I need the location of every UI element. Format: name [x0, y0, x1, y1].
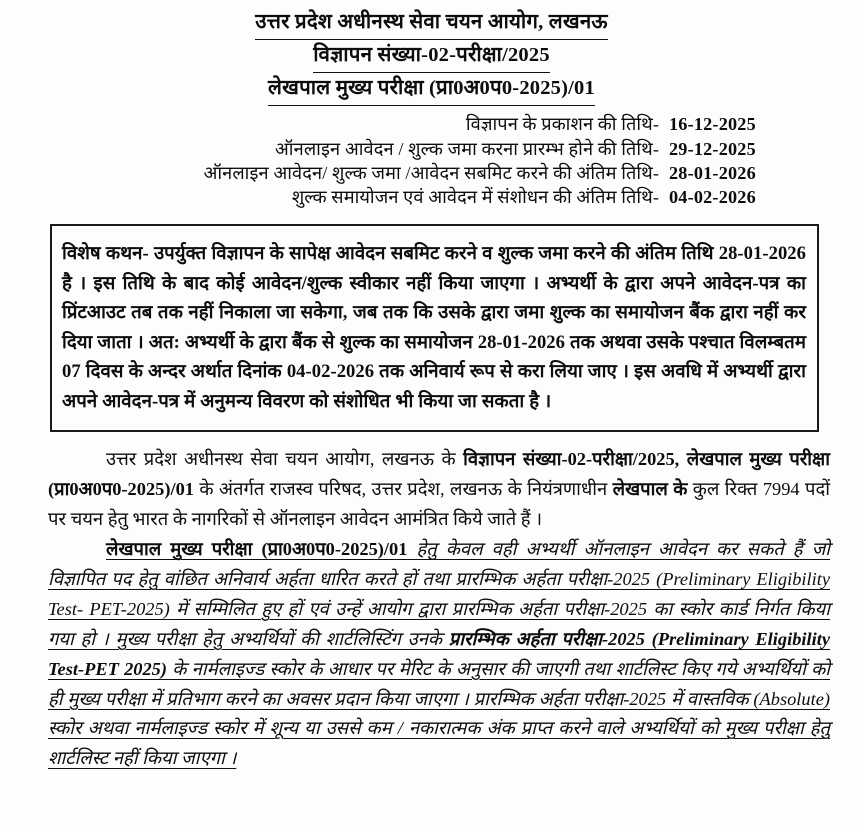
- para2-pet-reference-2: प्रारम्भिक अर्हता परीक्षा-2025 (Preliminary Eligibility Test-PET 2025): [48, 628, 830, 679]
- para2-absolute-score-term: (Absolute): [753, 688, 830, 709]
- para2-segment-8: स्कोर अथवा नार्मलाइज्ड स्कोर में शून्य या उससे कम / नकारात्मक अंक प्राप्त करने वाले अभ्यर्थियों को मुख्य परीक्षा हेतु शार्टलिस्ट नहीं किया जाएगा ।: [48, 718, 830, 769]
- heading-line-advertisement-number: [0, 40, 863, 73]
- date-label-application-start: ऑनलाइन आवेदन / शुल्क जमा करना प्रारम्भ होने की तिथि-: [274, 138, 659, 159]
- para1-post-name: लेखपाल के: [612, 478, 688, 499]
- date-label-publication: विज्ञापन के प्रकाशन की तिथि-: [465, 114, 659, 135]
- document-body: [48, 445, 830, 774]
- para1-segment-1: उत्तर प्रदेश अधीनस्थ सेवा चयन आयोग, लखनऊ के: [106, 449, 464, 469]
- date-label-fee-adjustment-last: शुल्क समायोजन एवं आवेदन में संशोधन की अंतिम तिथि-: [291, 186, 659, 207]
- date-row-application-last: [0, 164, 781, 182]
- date-value-publication: 16-12-2025: [669, 114, 756, 135]
- para1-vacancy-count-text: कुल रिक्त 7994 पदों पर चयन हेतु भारत के नागरिकों से ऑनलाइन आवेदन आमंत्रित किये जाते हैं ।: [48, 478, 830, 529]
- date-row-fee-adjustment-last: [0, 188, 781, 206]
- para1-advertisement-reference: विज्ञापन संख्या-02-परीक्षा/2025, लेखपाल मुख्य परीक्षा (प्रा0अ0प0-2025)/01: [48, 449, 830, 499]
- date-row-application-start: [0, 140, 781, 158]
- date-value-fee-adjustment-last: 04-02-2026: [669, 186, 756, 207]
- special-statement-box: [50, 224, 819, 432]
- important-dates-list: [0, 115, 863, 206]
- para1-segment-3: के अंतर्गत राजस्व परिषद, उत्तर प्रदेश, लखनऊ के नियंत्रणाधीन: [193, 478, 613, 499]
- heading-line-organization: [0, 7, 863, 40]
- date-value-application-start: 29-12-2025: [669, 138, 756, 159]
- para2-segment-6: के नार्मलाइज्ड स्कोर के आधार पर मेरिट के अनुसार की जाएगी तथा शार्टलिस्ट किए गये अभ्यर्थियों को ही मुख्य परीक्षा में प्रतिभाग करने का अवसर प्रदान किया जाएगा । प्रारम्भिक अर्हता परीक्षा-2025 में वास्तविक: [48, 658, 830, 709]
- heading-organization-text: उत्तर प्रदेश अधीनस्थ सेवा चयन आयोग, लखनऊ: [255, 7, 607, 40]
- heading-advertisement-number-text: विज्ञापन संख्या-02-परीक्षा/2025: [313, 40, 550, 73]
- date-value-application-last: 28-01-2026: [669, 162, 756, 183]
- para2-pet-reference-1: (Preliminary Eligibility Test- PET-2025): [48, 569, 830, 620]
- heading-line-exam-name: [0, 73, 863, 106]
- para2-segment-4: में सम्मिलित हुए हों एवं उन्हें आयोग द्वारा प्रारम्भिक अर्हता परीक्षा-2025 का स्कोर कार्ड निर्गत किया गया हो । मुख्य परीक्षा हेतु अभ्यर्थियों की शार्टलिस्टिंग उनके: [48, 599, 830, 649]
- special-statement-text: विशेष कथन- उपर्युक्त विज्ञापन के सापेक्ष आवेदन सबमिट करने व शुल्क जमा करने की अंतिम तिथि 28-01-2026 है । इस तिथि के बाद कोई आवेदन/शुल्क स्वीकार नहीं किया जाएगा । अभ्यर्थी के द्वारा अपने आवेदन-पत्र का प्रिंटआउट तब तक नहीं निकाला जा सकेगा, जब तक कि उसके द्वारा जमा शुल्क का समायोजन बैंक द्वारा नहीं कर दिया जाता । अत: अभ्यर्थी के द्वारा बैंक से शुल्क का समायोजन 28-01-2026 तक अथवा उसके पश्चात विलम्बतम 07 दिवस के अन्दर अर्थात दिनांक 04-02-2026 तक अनिवार्य रूप से करा लिया जाए । इस अवधि में अभ्यर्थी द्वारा अपने आवेदन-पत्र में अनुमन्य विवरण को संशोधित भी किया जा सकता है ।: [62, 243, 806, 412]
- para2-segment-2: हेतु केवल वही अभ्यर्थी ऑनलाइन आवेदन कर सकते हैं जो विज्ञापित पद हेतु वांछित अनिवार्य अर्हता धारित करते हों तथा प्रारम्भिक अर्हता परीक्षा-2025: [48, 539, 830, 590]
- heading-exam-name-text: लेखपाल मुख्य परीक्षा (प्रा0अ0प0-2025)/01: [268, 73, 595, 106]
- paragraph-vacancy-announcement: [48, 445, 830, 534]
- date-label-application-last: ऑनलाइन आवेदन/ शुल्क जमा /आवेदन सबमिट करने की अंतिम तिथि-: [203, 162, 659, 183]
- paragraph-eligibility-criteria: [48, 535, 830, 774]
- document-heading: [0, 0, 863, 106]
- para2-exam-name: लेखपाल मुख्य परीक्षा (प्रा0अ0प0-2025)/01: [106, 539, 408, 560]
- date-row-publication: [0, 115, 781, 133]
